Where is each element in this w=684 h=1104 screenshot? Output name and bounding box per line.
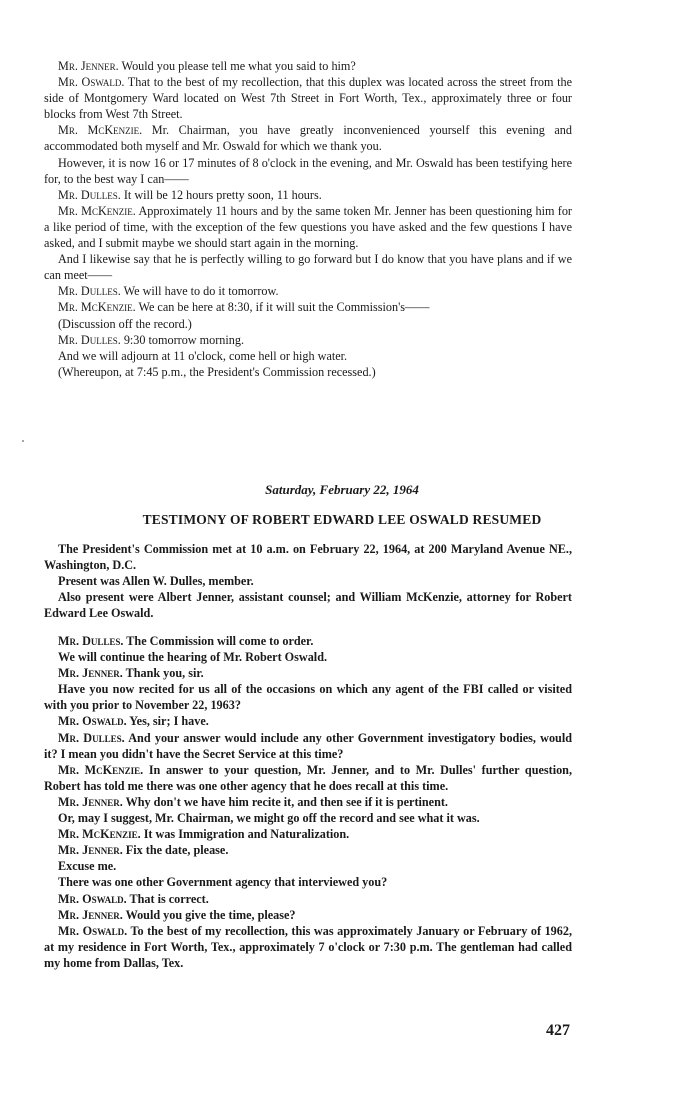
paragraph <box>44 681 572 713</box>
paragraph-text: The Commission will come to order. <box>123 634 314 648</box>
paragraph <box>44 713 572 729</box>
speaker-name: Mr. Jenner. <box>58 59 119 73</box>
testimony-continuation <box>44 58 572 380</box>
paragraph <box>44 122 572 154</box>
paragraph <box>44 858 572 874</box>
paragraph <box>44 810 572 826</box>
speaker-name: Mr. Oswald. <box>58 75 125 90</box>
paragraph-text: In answer to your question, Mr. Jenner, and to Mr. Dulles' further question, Robert has told me there was one other agency that he does recall at this time. <box>44 762 572 793</box>
paragraph <box>44 794 572 810</box>
paragraph <box>44 348 572 364</box>
speaker-name: Mr. Jenner. <box>58 907 123 922</box>
paragraph <box>44 58 572 74</box>
speaker-name: Mr. Dulles. <box>58 634 124 648</box>
paragraph-text: It will be 12 hours pretty soon, 11 hours. <box>120 187 322 202</box>
paragraph <box>44 283 572 299</box>
paragraph-text: Excuse me. <box>58 859 117 874</box>
paragraph <box>44 730 572 762</box>
speaker-name: Mr. Oswald. <box>58 714 127 729</box>
paragraph-text: Yes, sir; I have. <box>126 714 209 729</box>
paragraph <box>44 364 572 380</box>
speaker-name: Mr. Dulles. <box>58 187 121 202</box>
paragraph <box>44 923 572 971</box>
paragraph-text: We will continue the hearing of Mr. Robert Oswald. <box>58 650 328 665</box>
speaker-name: Mr. Dulles. <box>58 332 121 347</box>
paragraph <box>44 316 572 332</box>
paragraph-text: That to the best of my recollection, that this duplex was located across the street from the side of Montgomery Ward located on West 7th Street in Fort Worth, Tex., approximately three or four blocks from West 7th Street. <box>44 75 572 122</box>
page-number: 427 <box>546 1022 570 1039</box>
paragraph <box>44 251 572 283</box>
speaker-name: Mr. Dulles. <box>58 284 121 299</box>
paragraph <box>44 874 572 890</box>
paragraph <box>44 649 572 665</box>
section-title: TESTIMONY OF ROBERT EDWARD LEE OSWALD RESUMED <box>142 512 542 527</box>
paragraph-text: And your answer would include any other Government investigatory bodies, would it? I mean you didn't have the Secret Service at this time? <box>44 730 572 761</box>
testimony-resumed <box>44 633 572 971</box>
paragraph-text: Or, may I suggest, Mr. Chairman, we might go off the record and see what it was. <box>58 811 480 826</box>
paragraph-text: To the best of my recollection, this was approximately January or February of 1962, at my residence in Fort Worth, Tex., approximately 7 o'clock or 7:30 p.m. The gentleman had called my home from Dallas, Tex. <box>44 923 572 970</box>
paragraph <box>44 332 572 348</box>
speaker-name: Mr. McKenzie. <box>58 203 136 218</box>
speaker-name: Mr. McKenzie. <box>58 827 141 842</box>
paragraph <box>44 891 572 907</box>
paragraph-text: Have you now recited for us all of the occasions on which any agent of the FBI called or visited with you prior to November 22, 1963? <box>44 682 572 713</box>
paragraph <box>44 541 572 573</box>
paragraph <box>44 826 572 842</box>
paragraph-text: The President's Commission met at 10 a.m. on February 22, 1964, at 200 Maryland Avenue NE., Washington, D.C. <box>44 542 572 573</box>
paragraph-text: However, it is now 16 or 17 minutes of 8 o'clock in the evening, and Mr. Oswald has been testifying here for, to the best way I can—— <box>44 155 572 186</box>
paragraph-text: Mr. Chairman, you have greatly inconvenienced yourself this evening and accommodated both myself and Mr. Oswald for which we thank you. <box>44 123 572 154</box>
paragraph-text: Thank you, sir. <box>122 666 204 681</box>
speaker-name: Mr. Jenner. <box>58 666 123 681</box>
paragraph <box>44 907 572 923</box>
paragraph-text: Why don't we have him recite it, and then see if it is pertinent. <box>122 794 448 809</box>
paragraph <box>44 573 572 589</box>
paragraph-text: (Discussion off the record.) <box>58 316 192 331</box>
paragraph <box>44 74 572 122</box>
paragraph-text: We will have to do it tomorrow. <box>120 284 279 299</box>
paragraph-text: Would you please tell me what you said to him? <box>118 59 356 73</box>
paragraph <box>44 299 572 315</box>
paragraph <box>44 762 572 794</box>
speaker-name: Mr. Dulles. <box>58 730 125 745</box>
speaker-name: Mr. McKenzie. <box>58 123 143 138</box>
paragraph-text: And we will adjourn at 11 o'clock, come hell or high water. <box>58 348 348 363</box>
speaker-name: Mr. Jenner. <box>58 843 123 858</box>
paragraph-text: (Whereupon, at 7:45 p.m., the President's Commission recessed.) <box>58 364 376 379</box>
paragraph-text: Approximately 11 hours and by the same token Mr. Jenner has been questioning him for a like period of time, with the exception of the few questions you have asked and the few questions I have asked, and I submit maybe we should start again in the morning. <box>44 203 572 251</box>
paragraph-text: That is correct. <box>126 891 209 906</box>
paragraph-text: We can be here at 8:30, if it will suit the Commission's—— <box>135 300 430 315</box>
speaker-name: Mr. McKenzie. <box>58 300 136 315</box>
session-date-heading: Saturday, February 22, 1964 <box>265 482 419 497</box>
paragraph <box>44 187 572 203</box>
paragraph-text: 9:30 tomorrow morning. <box>120 332 245 347</box>
scan-speck <box>22 440 24 442</box>
paragraph-text: And I likewise say that he is perfectly willing to go forward but I do know that you have plans and if we can meet—— <box>44 252 572 283</box>
speaker-name: Mr. Oswald. <box>58 923 128 938</box>
paragraph-text: Would you give the time, please? <box>122 907 296 922</box>
paragraph <box>44 155 572 187</box>
paragraph <box>44 665 572 681</box>
speaker-name: Mr. McKenzie. <box>58 762 144 777</box>
paragraph <box>44 203 572 251</box>
paragraph <box>44 633 572 649</box>
paragraph <box>44 589 572 621</box>
paragraph-text: It was Immigration and Naturalization. <box>140 827 350 842</box>
paragraph-text: Also present were Albert Jenner, assistant counsel; and William McKenzie, attorney for Robert Edward Lee Oswald. <box>44 590 572 621</box>
speaker-name: Mr. Jenner. <box>58 794 123 809</box>
paragraph-text: Fix the date, please. <box>122 843 229 858</box>
paragraph-text: There was one other Government agency that interviewed you? <box>58 875 388 890</box>
paragraph-text: Present was Allen W. Dulles, member. <box>58 574 254 589</box>
paragraph <box>44 842 572 858</box>
speaker-name: Mr. Oswald. <box>58 891 127 906</box>
session-intro <box>44 541 572 621</box>
